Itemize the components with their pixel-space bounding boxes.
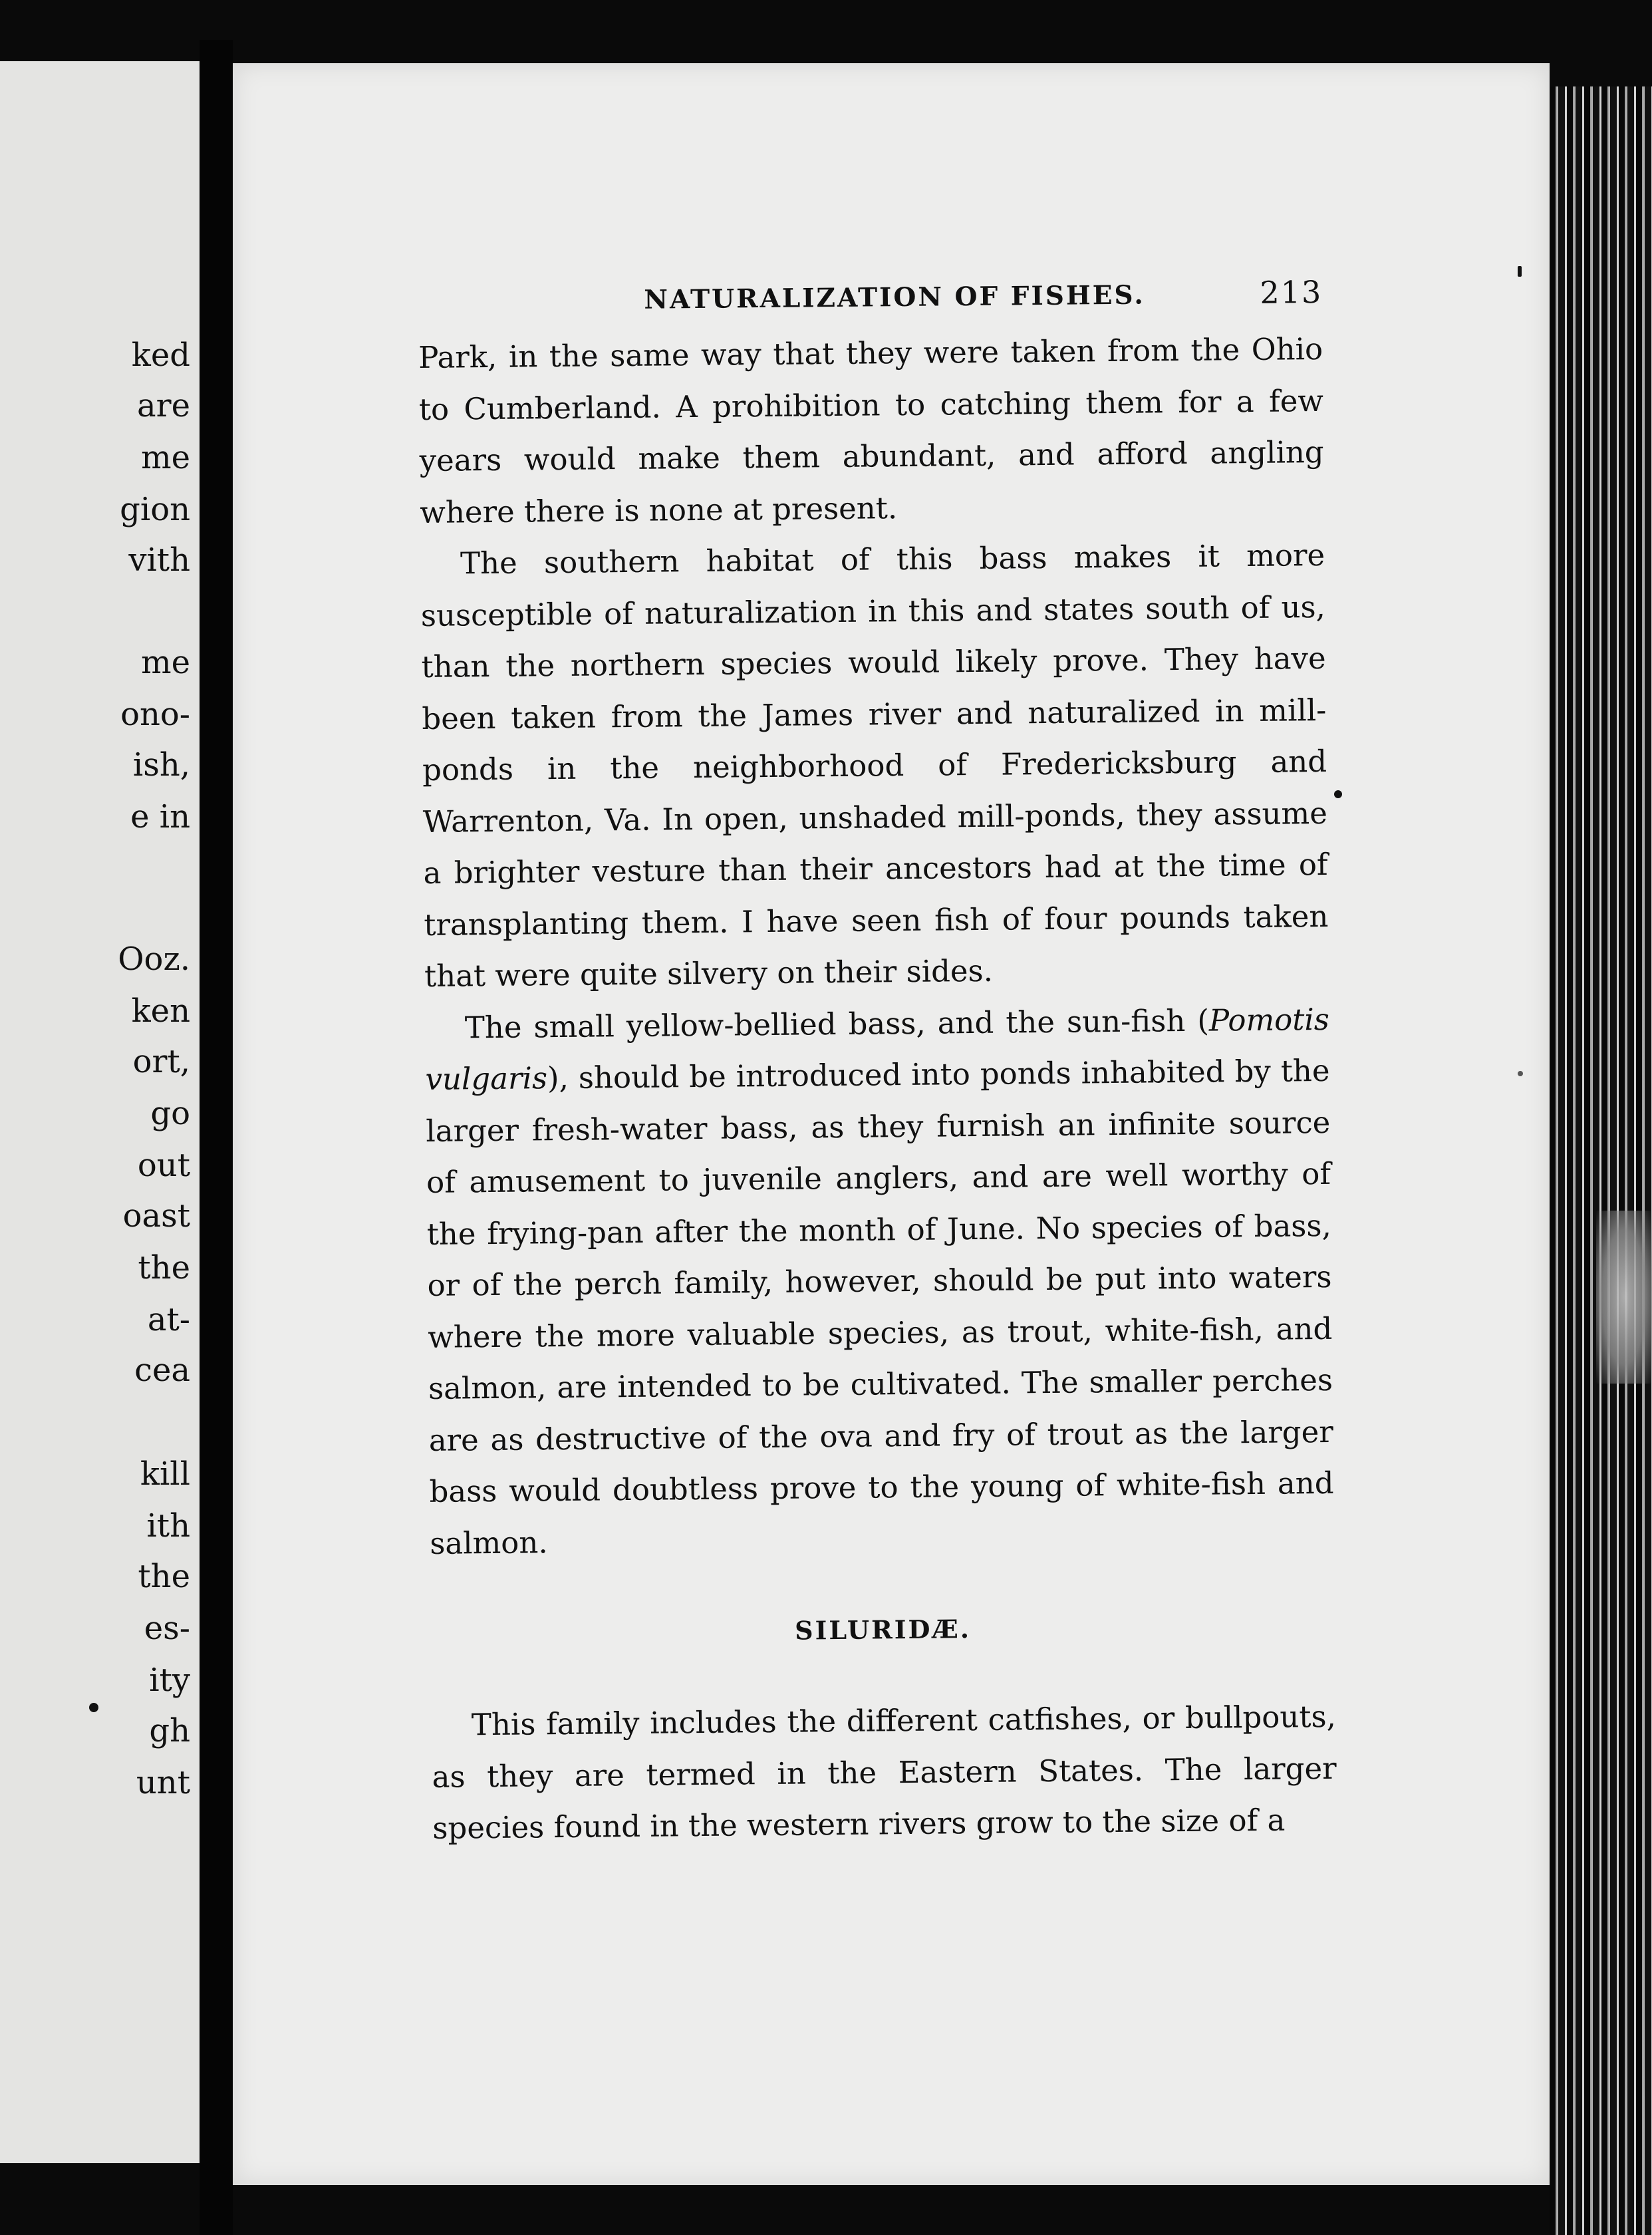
left-page-fragment: oast (122, 1197, 190, 1235)
scan-speck (89, 1703, 98, 1712)
left-page-fragment: Ooz. (118, 941, 190, 978)
paragraph-text: ), should be introduced into ponds inhabited by the larger fresh-water bass, as they furnish an infinite source of amusement to juvenile anglers, and are well worthy of the frying-pan after the month of June. No species of bass, or of the perch family, however, should be put into waters where the more valuable species, as trout, white-fish, and salmon, are intended to be cultivated. The smaller perches are as destructive of the ova and fry of trout as the larger bass would doubtless prove to the young of white-fish and salmon. (426, 1052, 1334, 1561)
section-heading: SILURIDÆ. (794, 1614, 972, 1646)
left-page-fragment: the (138, 1558, 190, 1595)
left-page-fragment: ked (131, 337, 190, 374)
left-page-fragment: go (150, 1095, 190, 1132)
left-page-fragment: gh (149, 1712, 190, 1749)
left-page-fragment: out (137, 1147, 190, 1184)
left-page-fragment: ken (131, 992, 190, 1030)
paragraph-continued: Park, in the same way that they were taken from the Ohio to Cumberland. A prohibition to catching them for a few years would make them abundant, and afford angling where there is none at present. (418, 331, 1324, 530)
page-number: 213 (1260, 273, 1323, 311)
species-name-italic: Pomotis vulgaris (425, 1001, 1330, 1097)
left-page-fragment: ono- (120, 696, 190, 733)
scan-speck (1518, 266, 1522, 277)
left-page-fragment: ith (146, 1507, 190, 1545)
left-facing-page (0, 61, 200, 2163)
left-page-fragment: at- (147, 1301, 190, 1338)
left-page-fragment: the (138, 1249, 190, 1286)
left-page-fragment: me (141, 439, 190, 476)
paragraph-siluridae: This family includes the different catfishes, or bullpouts, as they are termed in the Eastern States. The larger species found in the western rivers grow to the size of a (432, 1698, 1337, 1846)
left-page-fragment: es- (144, 1610, 190, 1647)
left-page-fragment: cea (134, 1352, 190, 1389)
left-page-fragment: ity (149, 1662, 190, 1699)
paragraph-southern-habitat: The southern habitat of this bass makes it more susceptible of naturalization in this and states south of us, than the northern species would likely prove. They have been taken from the James river and naturalized in mill-ponds in the neighborhood of Fredericksburg and Warrenton, Va. In open, unshaded mill-ponds, they assume a brighter vesture than their ancestors had at the time of transplanting them. I have seen fish of four pounds taken that were quite silvery on their sides. (420, 537, 1329, 994)
paragraph-small-bass (424, 993, 1334, 1569)
left-page-fragment: me (141, 644, 190, 681)
left-page-fragment: gion (120, 491, 190, 528)
running-title: NATURALIZATION OF FISHES. (644, 279, 1146, 315)
left-page-fragment: ish, (132, 746, 190, 784)
page-text-block (418, 267, 1337, 1854)
running-head (418, 267, 1323, 332)
fore-edge-highlight (1596, 1211, 1652, 1384)
left-page-fragment: are (137, 387, 190, 424)
page-fore-edge (1550, 86, 1652, 2235)
left-page-fragment: vith (128, 541, 190, 579)
scan-speck (1334, 790, 1342, 798)
left-page-fragment: kill (140, 1455, 190, 1493)
left-page-fragment: ort, (132, 1043, 190, 1080)
book-page (233, 63, 1550, 2185)
book-gutter (200, 40, 233, 2235)
paragraph-text: The small yellow-bellied bass, and the sun-fish ( (464, 1002, 1210, 1045)
left-page-fragment: unt (136, 1764, 190, 1801)
scan-speck (1518, 1071, 1523, 1076)
left-page-fragment: e in (130, 798, 190, 835)
